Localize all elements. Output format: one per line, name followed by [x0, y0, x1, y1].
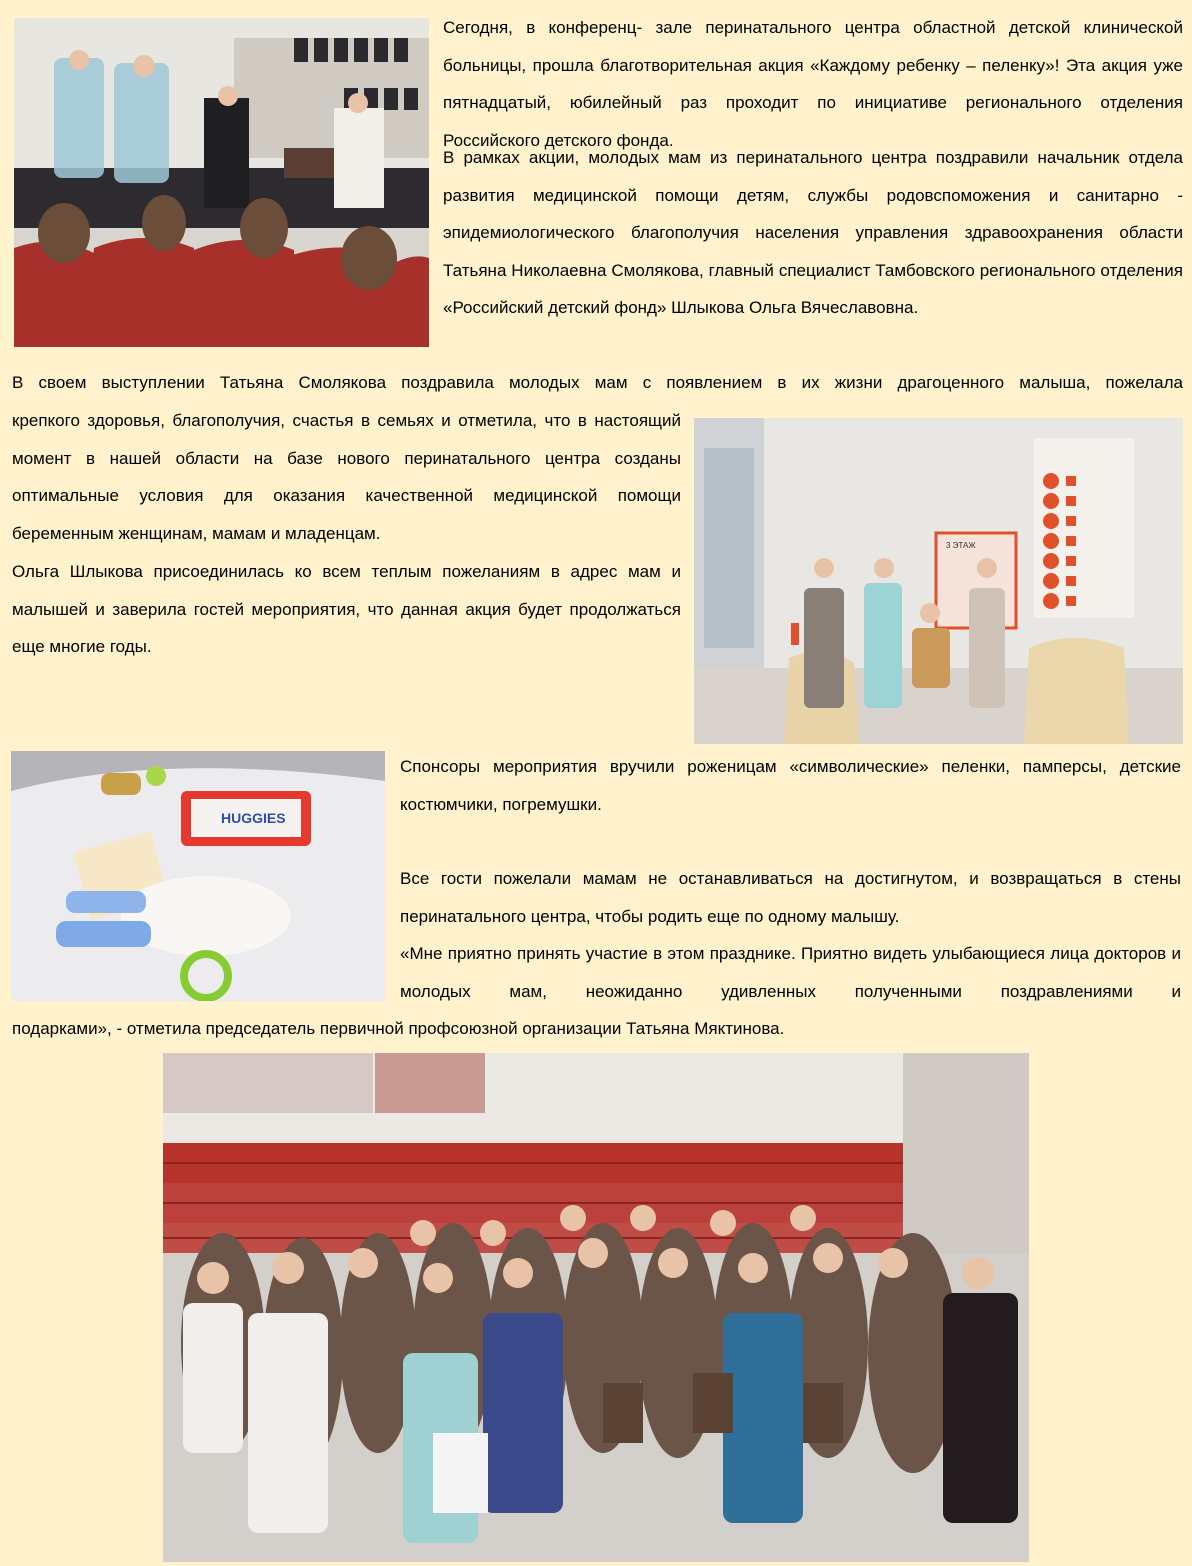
intro-paragraph: Сегодня, в конференц- зале перинатального центра областной детской клинической больницы, прошла благотворительная акция «Каждому ребенку – пеленку»! Эта акция уже пятнадцатый, юбилейный раз проходит по инициативе регионального отделения Российского детского фонда. — [443, 18, 1183, 150]
floor-sign-text: 3 ЭТАЖ — [946, 541, 976, 550]
farewell-paragraph: Все гости пожелали мамам не останавливаться на достигнутом, и возвращаться в стены перинатального центра, чтобы родить еще по одному малышу. — [400, 869, 1181, 926]
photo-gifts — [11, 751, 385, 1001]
photo-conference-hall — [14, 18, 429, 347]
quote-paragraph: «Мне приятно принять участие в этом празднике. Приятно видеть улыбающиеся лица докторов и молодых мам, неожиданно удивленных полученными поздравлениями и — [400, 944, 1181, 1001]
speech-paragraph-first-line: В своем выступлении Татьяна Смолякова поздравила молодых мам с появлением в их жизни драгоценного малыша, пожелала — [12, 373, 1183, 392]
diapers-brand-text: HUGGIES — [221, 810, 286, 826]
floor-number-text: 3 — [1060, 557, 1066, 567]
quote-paragraph-last-line: подарками», - отметила председатель первичной профсоюзной организации Татьяна Мяктинова. — [12, 1019, 785, 1038]
photo-mothers-hallway — [694, 418, 1183, 744]
wishes-paragraph: Ольга Шлыкова присоединилась ко всем теплым пожеланиям в адрес мам и малышей и заверила гостей мероприятия, что данная акция будет продолжаться еще многие годы. — [12, 562, 681, 656]
photo-group — [163, 1053, 1029, 1562]
speech-paragraph: крепкого здоровья, благополучия, счастья в семьях и отметила, что в настоящий момент в нашей области на базе нового перинатального центра созданы оптимальные условия для оказания качественной медицинской помощи беременным женщинам, мамам и младенцам. — [12, 411, 681, 543]
sponsors-paragraph: Спонсоры мероприятия вручили роженицам «символические» пеленки, памперсы, детские костюмчики, погремушки. — [400, 757, 1181, 814]
guests-paragraph: В рамках акции, молодых мам из перинатального центра поздравили начальник отдела развития медицинской помощи детям, службы родовспоможения и санитарно - эпидемиологического благополучия населения управления здравоохранения области Татьяна Николаевна Смолякова, главный специалист Тамбовского регионального отделения «Российский детский фонд» Шлыкова Ольга Вячеславовна. — [443, 148, 1183, 317]
